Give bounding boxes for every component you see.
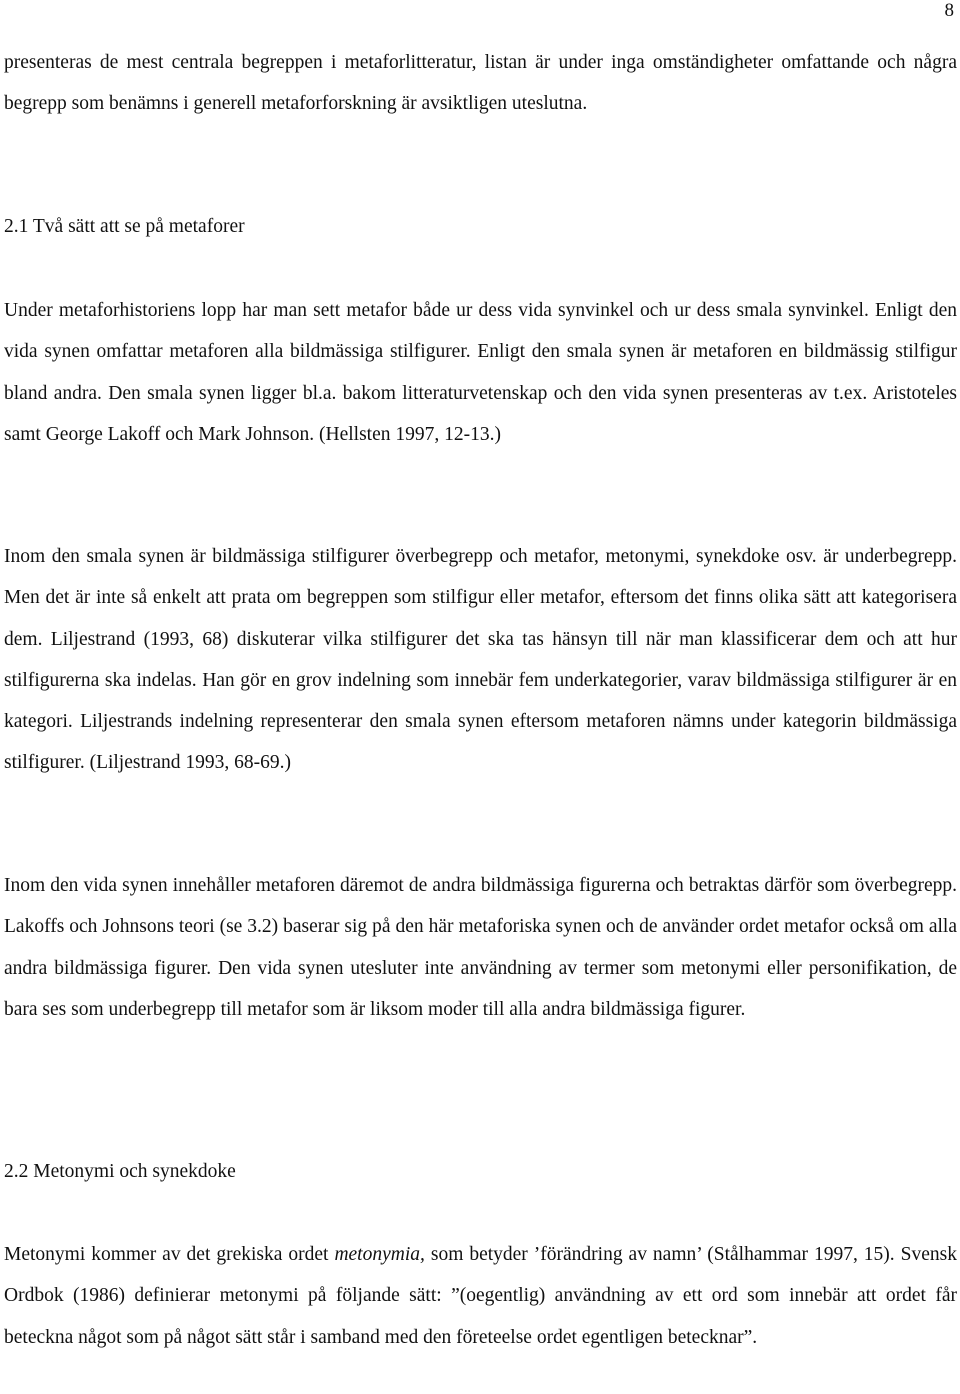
paragraph-2-2-1-start: Metonymi kommer av det grekiska ordet <box>4 1244 335 1265</box>
paragraph-2-1-2: Inom den smala synen är bildmässiga stilfigurer överbegrepp och metafor, metonymi, synekdoke osv. är underbegrepp. Men det är inte så enkelt att prata om begreppen som stilfigur eller metafor, eftersom det finns olika sätt att kategorisera dem. Liljestrand (1993, 68) diskuterar vilka stilfigurer det ska tas hänsyn till när man klassificerar dem och att hur stilfigurerna ska indelas. Han gör en grov indelning som innebär fem underkategorier, varav bildmässiga stilfigurer är en kategori. Liljestrands indelning representerar den smala synen eftersom metaforen nämns under kategorin bildmässiga stilfigurer. (Liljestrand 1993, 68-69.) <box>4 546 957 774</box>
paragraph-2-2-1 <box>4 1234 957 1358</box>
page-number: 8 <box>944 0 954 21</box>
section-heading-2-2: 2.2 Metonymi och synekdoke <box>4 1161 236 1182</box>
intro-paragraph: presenteras de mest centrala begreppen i metaforlitteratur, listan är under inga omständigheter omfattande och några begrepp som benämns i generell metaforforskning är avsiktligen uteslutna. <box>4 52 957 115</box>
paragraph-2-1-3: Inom den vida synen innehåller metaforen däremot de andra bildmässiga figurerna och betraktas därför som överbegrepp. Lakoffs och Johnsons teori (se 3.2) baserar sig på den här metaforiska synen och de använder ordet metafor också om alla andra bildmässiga figurer. Den vida synen utesluter inte användning av termer som metonymi eller personifikation, de bara ses som underbegrepp till metafor som är liksom moder till alla andra bildmässiga figurer. <box>4 875 957 1020</box>
section-heading-2-1: 2.1 Två sätt att se på metaforer <box>4 216 245 237</box>
paragraph-2-1-1: Under metaforhistoriens lopp har man sett metafor både ur dess vida synvinkel och ur dess smala synvinkel. Enligt den vida synen omfattar metaforen alla bildmässiga stilfigurer. Enligt den smala synen är metaforen en bildmässig stilfigur bland andra. Den smala synen ligger bl.a. bakom litteraturvetenskap och den vida synen presenteras av t.ex. Aristoteles samt George Lakoff och Mark Johnson. (Hellsten 1997, 12-13.) <box>4 300 957 445</box>
paragraph-2-2-1-end: som betyder ’förändring av namn’ (Stålhammar 1997, 15). Svensk Ordbok (1986) definierar metonymi på följande sätt: ”(oegentlig) användning av ett ord som innebär att ordet får beteckna något som på något sätt står i samband med den företeelse ordet egentligen betecknar”. <box>4 1244 957 1348</box>
term-metonymia: metonymia, <box>334 1244 425 1265</box>
